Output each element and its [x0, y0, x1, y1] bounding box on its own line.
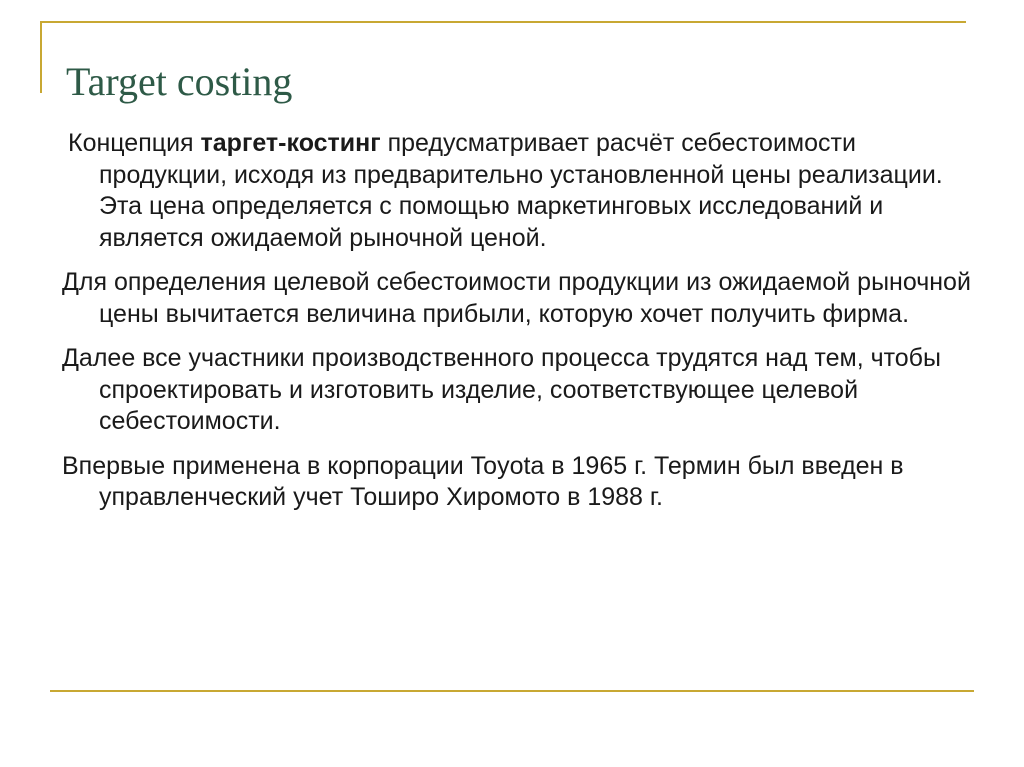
- paragraph-target-cost: Для определения целевой себестоимости продукции из ожидаемой рыночной цены вычитается величина прибыли, которую хочет получить фирма.: [62, 268, 971, 328]
- slide-title: Target costing: [66, 59, 293, 104]
- paragraph-participants: Далее все участники производственного процесса трудятся над тем, чтобы спроектировать и изготовить изделие, соответствующее целевой себестоимости.: [62, 344, 941, 435]
- slide-body: [62, 128, 982, 527]
- term-target-costing: таргет-костинг: [200, 129, 381, 157]
- paragraph-history: Впервые применена в корпорации Toyota в 1965 г. Термин был введен в управленческий учет Тоширо Хиромото в 1988 г.: [62, 451, 904, 511]
- paragraph-concept-lead: Концепция: [68, 129, 201, 157]
- paragraph-concept-rest: предусматривает расчёт себестоимости продукции, исходя из предварительно установленной цены реализации. Эта цена определяется с помощью маркетинговых исследований и является ожидаемой рыночной ценой.: [99, 129, 943, 252]
- paragraph-concept: [62, 128, 982, 254]
- top-divider: [40, 21, 966, 23]
- bottom-divider: [50, 690, 974, 692]
- left-divider: [40, 21, 42, 93]
